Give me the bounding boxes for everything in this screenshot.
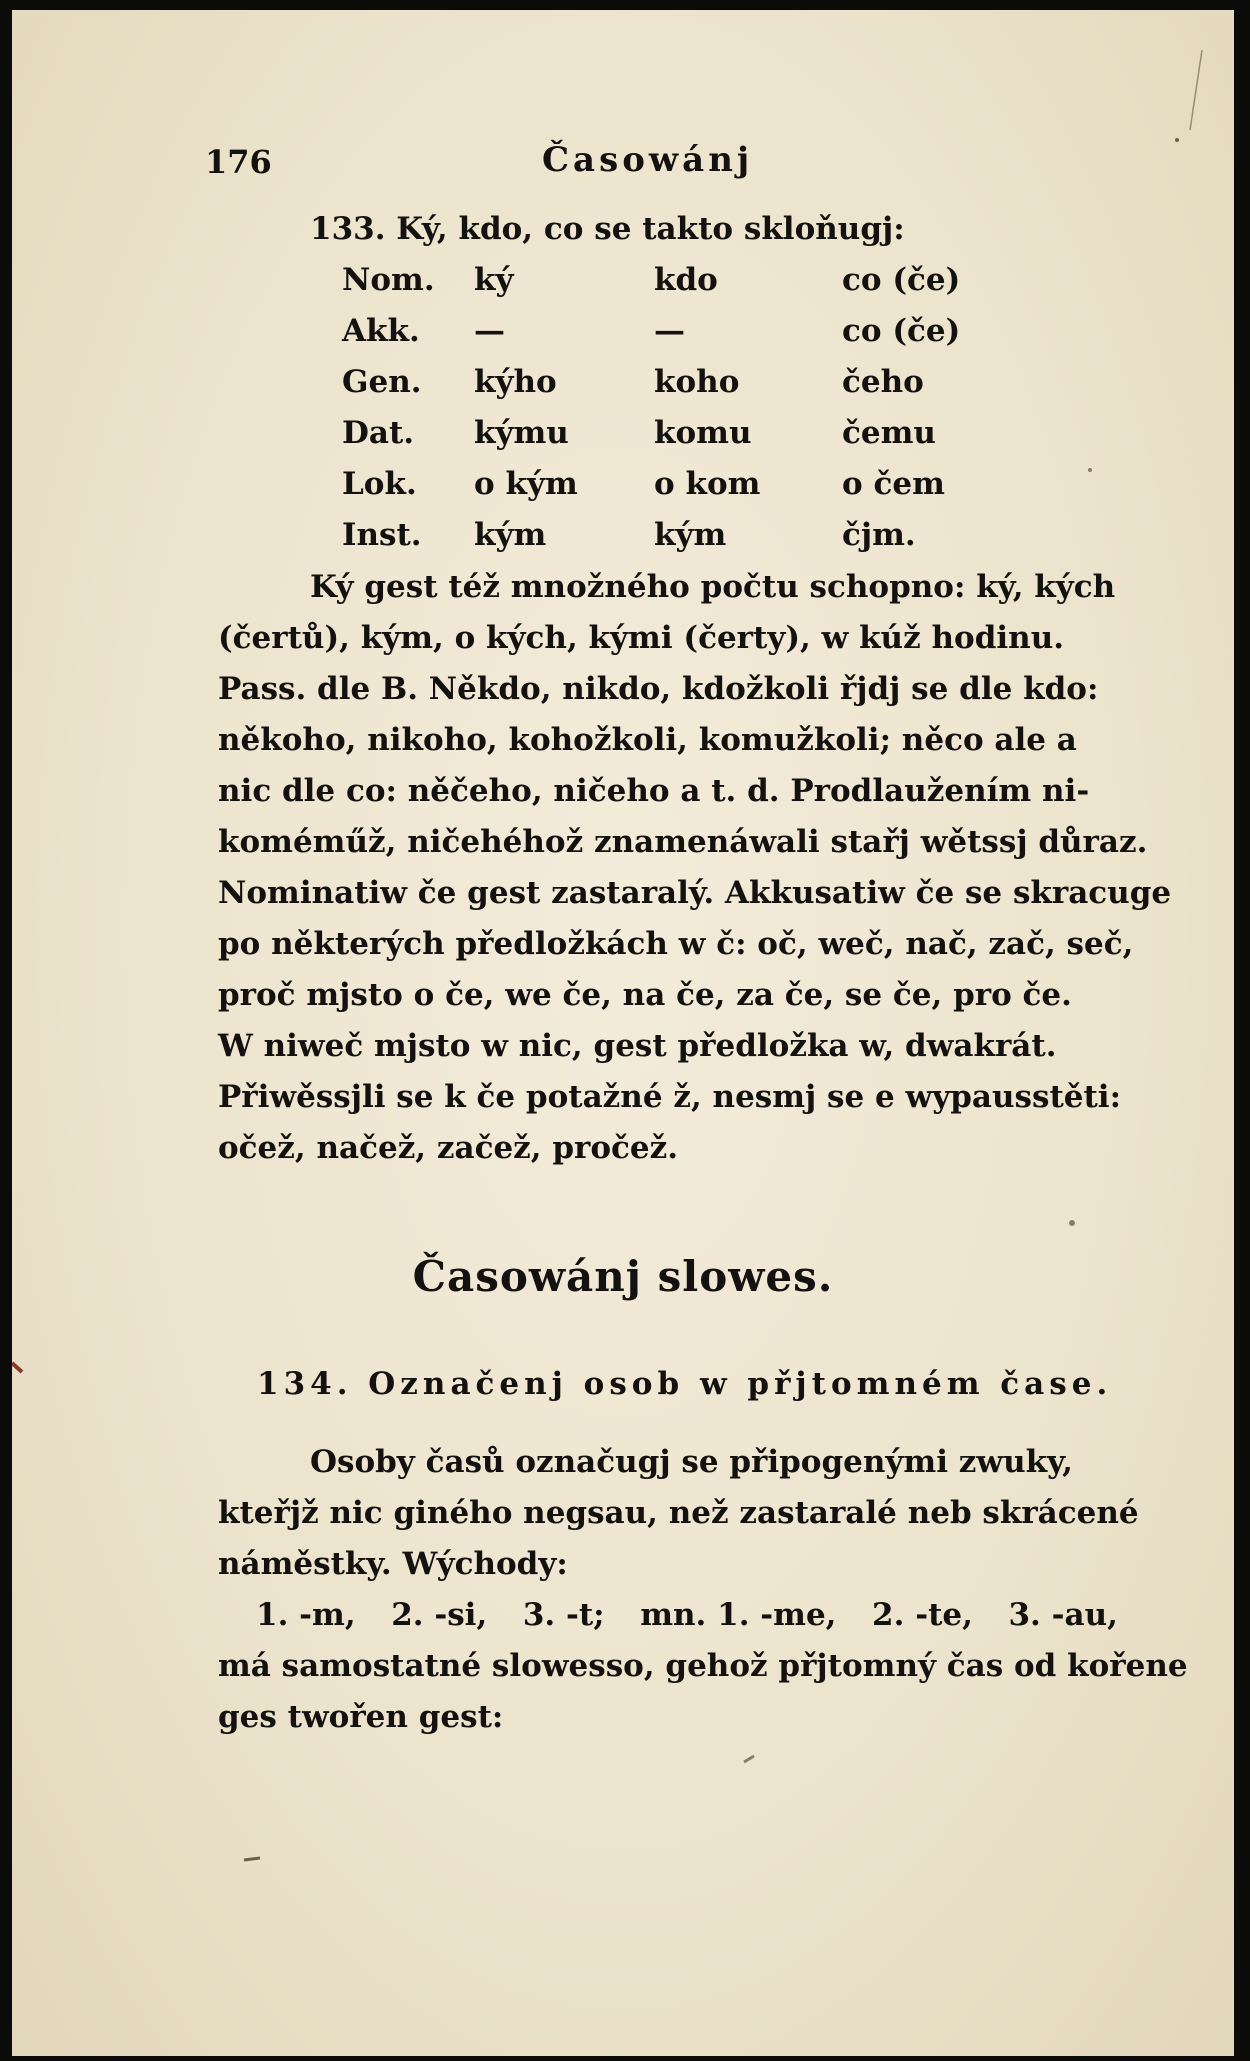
form-co: co (če) [842,313,961,349]
case-label: Akk. [342,313,420,349]
form-co: čjm. [842,517,916,553]
form-kdo: komu [654,415,752,451]
text-line: W niweč mjsto w nic, gest předložka w, dwakrát. [218,1028,1057,1064]
text-line: někoho, nikoho, kohožkoli, komužkoli; něco ale a [218,722,1077,758]
text-line: Přiwěssjli se k če potažné ž, nesmj se e wypausstěti: [218,1079,1122,1115]
text-line: náměstky. Wýchody: [218,1546,568,1582]
case-label: Dat. [342,415,415,451]
ending-item: 2. -si, [391,1597,488,1633]
text-line: nic dle co: něčeho, ničeho a t. d. Prodlaužením ni- [218,773,1090,809]
form-kdo: koho [654,364,740,400]
text-line: Nominatiw če gest zastaralý. Akkusatiw če se skracuge [218,875,1172,911]
form-co: o čem [842,466,945,502]
paragraph-133-heading: 133. Ký, kdo, co se takto skloňugj: [310,211,905,247]
text-line: kteřjž nic giného negsau, než zastaralé neb skrácené [218,1495,1139,1531]
section-title: Časowánj slowes. [412,1252,834,1301]
form-kdo: o kom [654,466,761,502]
paper-crease [1190,50,1202,130]
case-label: Nom. [342,262,435,298]
text-line: Pass. dle B. Někdo, nikdo, kdožkoli řjdj se dle kdo: [218,671,1099,707]
text-line: po některých předložkách w č: oč, weč, nač, zač, seč, [218,926,1134,962]
text-line: očež, načež, začež, pročež. [218,1130,679,1166]
form-kdo: kdo [654,262,718,298]
paper-specks [12,10,1234,2056]
book-page [12,10,1234,2056]
ending-item: 3. -t; [522,1597,605,1633]
case-label: Gen. [342,364,422,400]
form-co: co (če) [842,262,961,298]
text-line: proč mjsto o če, we če, na če, za če, se če, pro če. [218,977,1072,1013]
speck [1088,468,1092,472]
paragraph-134-heading: 134. Označenj osob w přjtomném čase. [257,1366,1113,1402]
text-line: Osoby časů označugj se připogenými zwuky, [310,1444,1073,1480]
ending-item: 2. -te, [872,1597,973,1633]
text-line: (čertů), kým, o kých, kými (čerty), w kúž hodinu. [218,620,1065,656]
ending-item: 1. -m, [256,1597,356,1633]
form-co: čemu [842,415,936,451]
ending-item: mn. 1. -me, [640,1597,837,1633]
form-ky: kým [474,517,547,553]
text-line: koméműž, ničehéhož znamenáwali stařj wětssj důraz. [218,824,1148,860]
speck [244,1858,260,1860]
case-label: Lok. [342,466,417,502]
speck [12,1363,22,1372]
speck [1069,1220,1075,1226]
text-line: Ký gest též množného počtu schopno: ký, kých [310,569,1116,605]
page-number: 176 [205,143,272,181]
text-line: ges twořen gest: [218,1699,504,1735]
form-ky: kýho [474,364,557,400]
form-ky: — [474,313,505,349]
form-ky: o kým [474,466,578,502]
speck [1175,138,1179,142]
speck [744,1756,754,1762]
text-line: má samostatné slowesso, gehož přjtomný čas od kořene [218,1648,1188,1684]
form-kdo: kým [654,517,727,553]
form-ky: ký [474,262,514,298]
form-ky: kýmu [474,415,569,451]
case-label: Inst. [342,517,422,553]
running-title: Časowánj [542,140,754,180]
form-co: čeho [842,364,924,400]
ending-item: 3. -au, [1008,1597,1118,1633]
form-kdo: — [654,313,685,349]
